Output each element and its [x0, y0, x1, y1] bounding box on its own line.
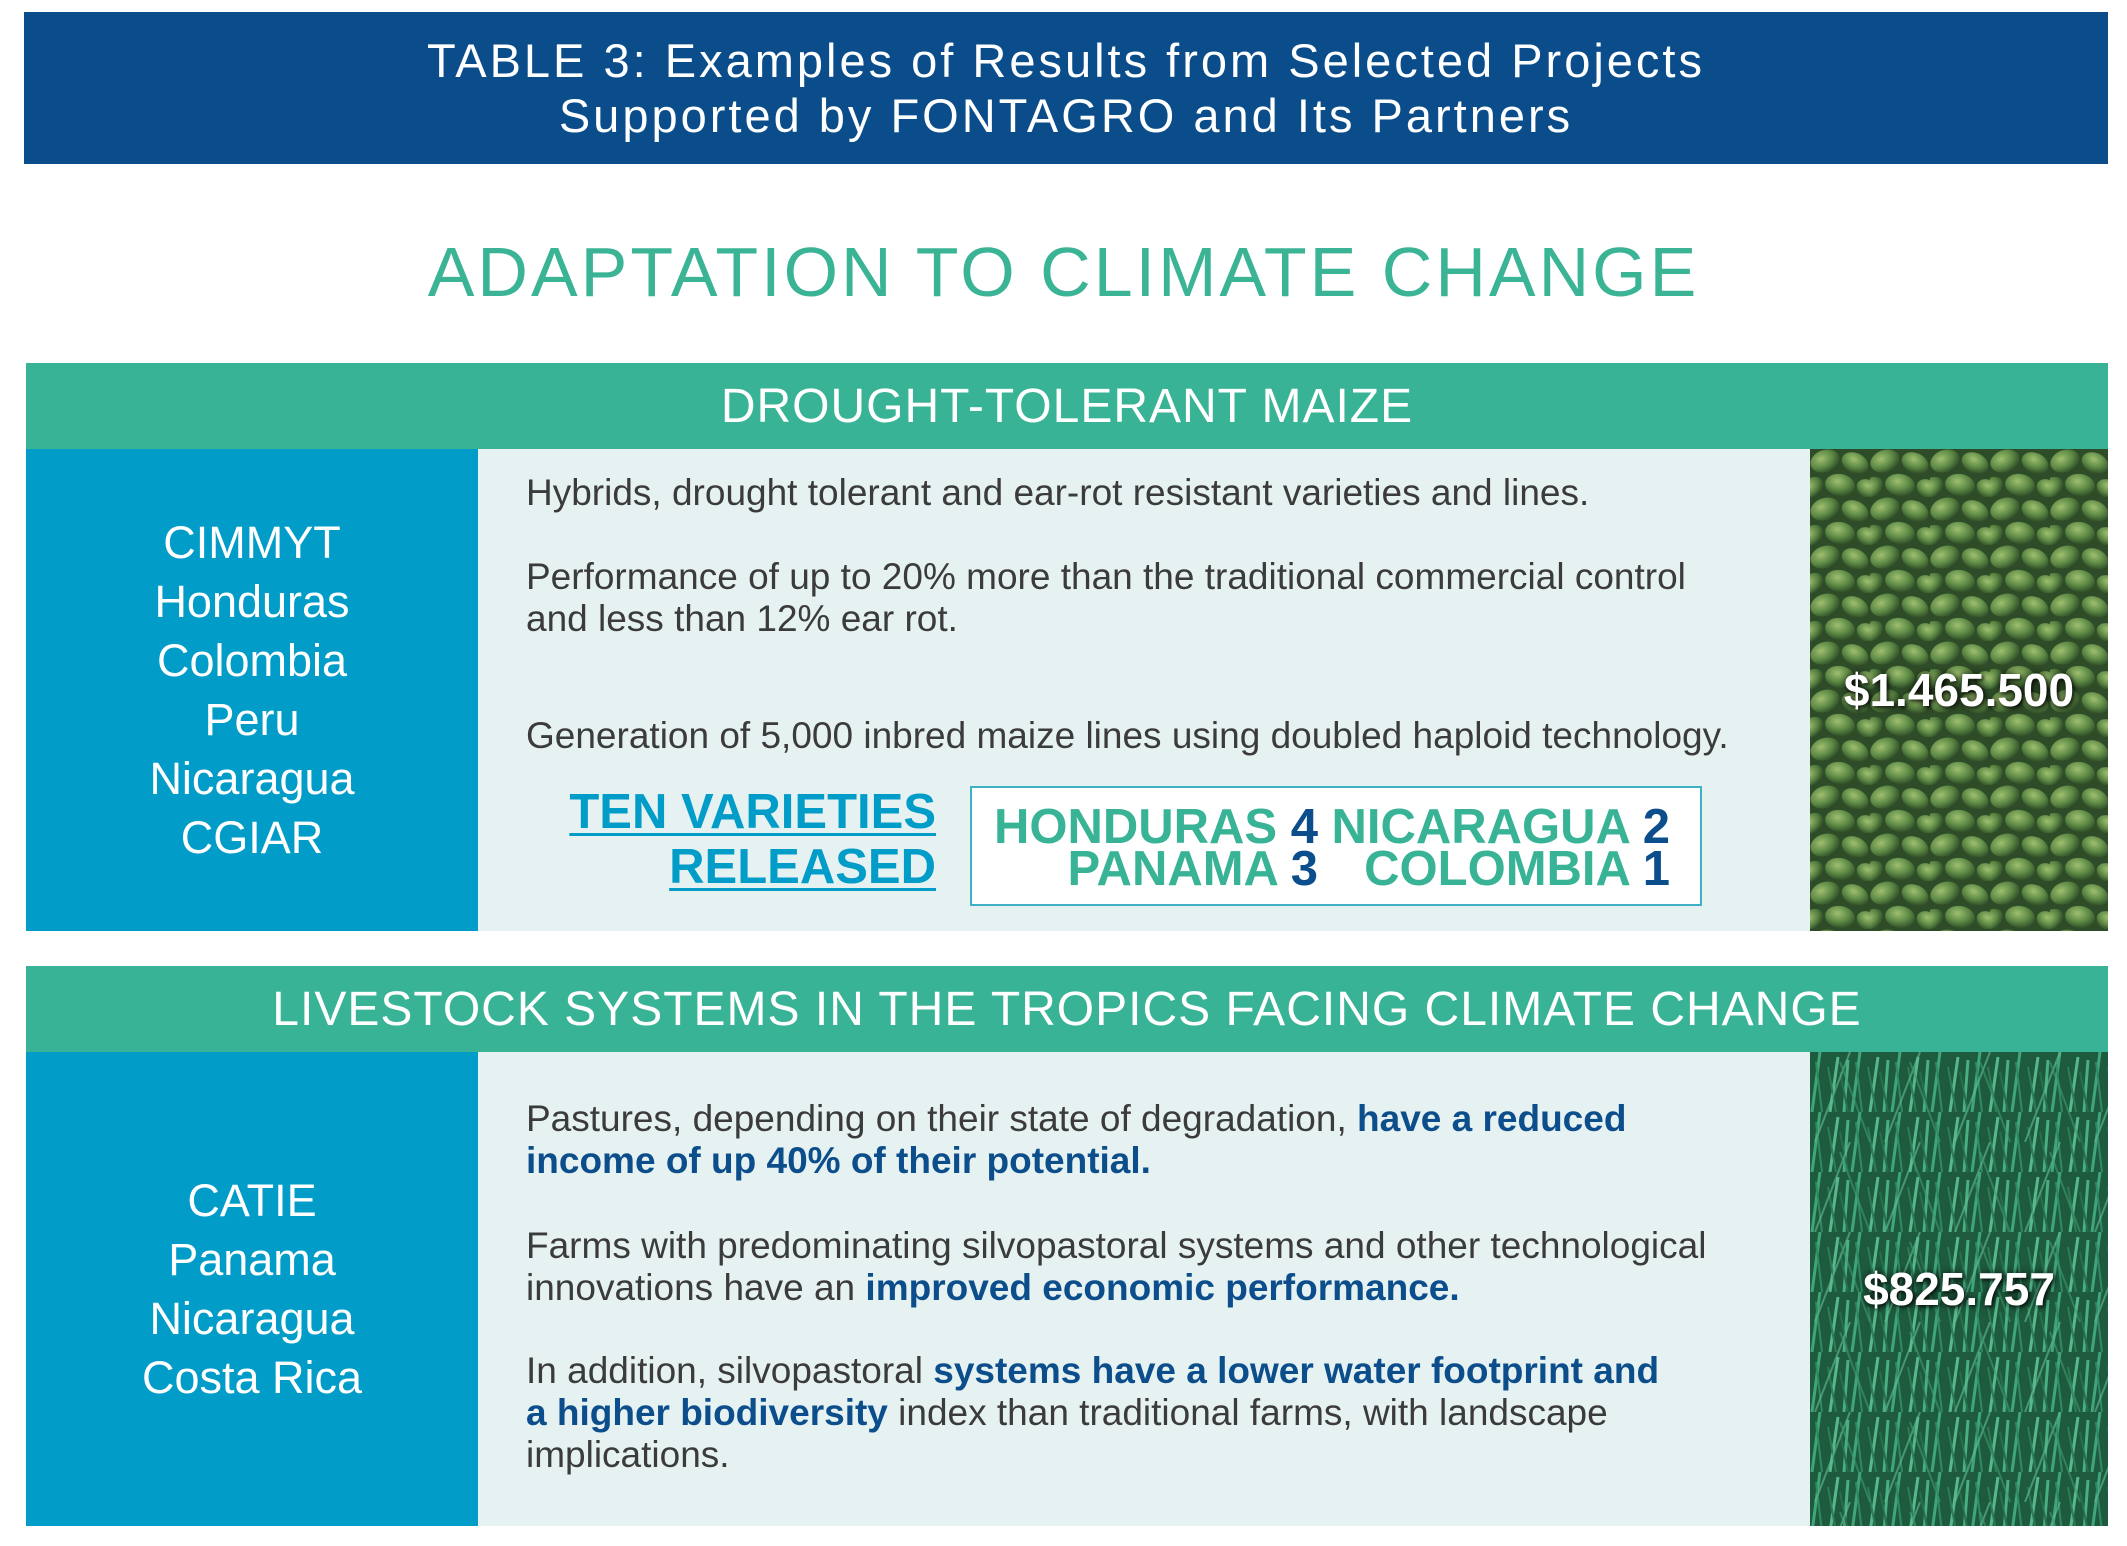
variety-count: 1 — [1642, 842, 1670, 896]
result-text: index than traditional farms, with landscape — [887, 1392, 1608, 1433]
partner-name: CGIAR — [180, 812, 324, 863]
result-paragraph: Generation of 5,000 inbred maize lines using doubled haploid technology. — [526, 715, 1729, 756]
table-title-line-1: TABLE 3: Examples of Results from Selected Projects — [427, 34, 1705, 87]
variety-count: 2 — [1642, 800, 1670, 854]
variety-item-colombia — [1364, 844, 1670, 894]
variety-country: COLOMBIA — [1364, 842, 1630, 896]
maize-kernels-photo — [1810, 449, 2108, 931]
variety-count: 3 — [1290, 842, 1318, 896]
result-paragraph: Hybrids, drought tolerant and ear-rot resistant varieties and lines. — [526, 472, 1590, 513]
section-heading: ADAPTATION TO CLIMATE CHANGE — [427, 233, 1700, 311]
partners-column-maize — [26, 449, 478, 931]
result-highlight: improved economic performance. — [865, 1267, 1460, 1308]
partners-column-livestock — [26, 1052, 478, 1526]
result-line: Farms with predominating silvopastoral systems and other technological — [526, 1225, 1707, 1266]
partner-name: Nicaragua — [149, 753, 355, 804]
varieties-released-label — [560, 785, 936, 895]
result-line — [526, 1267, 1786, 1309]
result-text: In addition, silvopastoral — [526, 1350, 934, 1391]
varieties-label-line-1: TEN VARIETIES — [569, 785, 936, 839]
partner-name: CIMMYT — [163, 517, 341, 568]
partner-name: Nicaragua — [149, 1293, 355, 1344]
table-title-line-2: Supported by FONTAGRO and Its Partners — [558, 89, 1574, 142]
variety-item-panama — [1068, 844, 1318, 894]
result-line: and less than 12% ear rot. — [526, 598, 958, 639]
result-paragraph — [526, 556, 1786, 640]
partner-name: Peru — [204, 694, 300, 745]
table-title-bar — [24, 12, 2108, 164]
result-line — [526, 1098, 1786, 1140]
result-line: implications. — [526, 1434, 730, 1475]
varieties-by-country-box — [970, 786, 1702, 906]
result-line — [526, 1140, 1786, 1182]
partner-name: Honduras — [154, 576, 350, 627]
result-paragraph — [526, 1350, 1786, 1476]
result-highlight: income of up 40% of their potential. — [526, 1140, 1151, 1181]
project-band-livestock: LIVESTOCK SYSTEMS IN THE TROPICS FACING CLIMATE CHANGE — [26, 966, 2108, 1052]
grass-pasture-photo — [1810, 1052, 2108, 1526]
varieties-label-line-2: RELEASED — [669, 840, 936, 894]
result-line — [526, 1392, 1786, 1434]
variety-country: HONDURAS — [993, 800, 1278, 854]
variety-count: 4 — [1290, 800, 1318, 854]
partner-name: CATIE — [187, 1175, 317, 1226]
variety-country: PANAMA — [1067, 842, 1278, 896]
funding-amount: $1.465.500 — [1843, 664, 2075, 716]
result-text: Pastures, depending on their state of degradation, — [526, 1098, 1358, 1139]
result-line — [526, 1350, 1786, 1392]
project-band-maize: DROUGHT-TOLERANT MAIZE — [26, 363, 2108, 449]
result-paragraph — [526, 1098, 1786, 1182]
result-text: innovations have an — [526, 1267, 866, 1308]
partner-name: Costa Rica — [141, 1352, 363, 1403]
result-highlight: a higher biodiversity — [526, 1392, 888, 1433]
partner-name: Panama — [168, 1234, 336, 1285]
partner-name: Colombia — [156, 635, 348, 686]
result-paragraph — [526, 1225, 1786, 1309]
funding-amount: $825.757 — [1863, 1263, 2055, 1315]
result-highlight: have a reduced — [1357, 1098, 1627, 1139]
result-highlight: systems have a lower water footprint and — [933, 1350, 1660, 1391]
result-line: Performance of up to 20% more than the traditional commercial control — [526, 556, 1686, 597]
variety-country: NICARAGUA — [1331, 800, 1630, 854]
